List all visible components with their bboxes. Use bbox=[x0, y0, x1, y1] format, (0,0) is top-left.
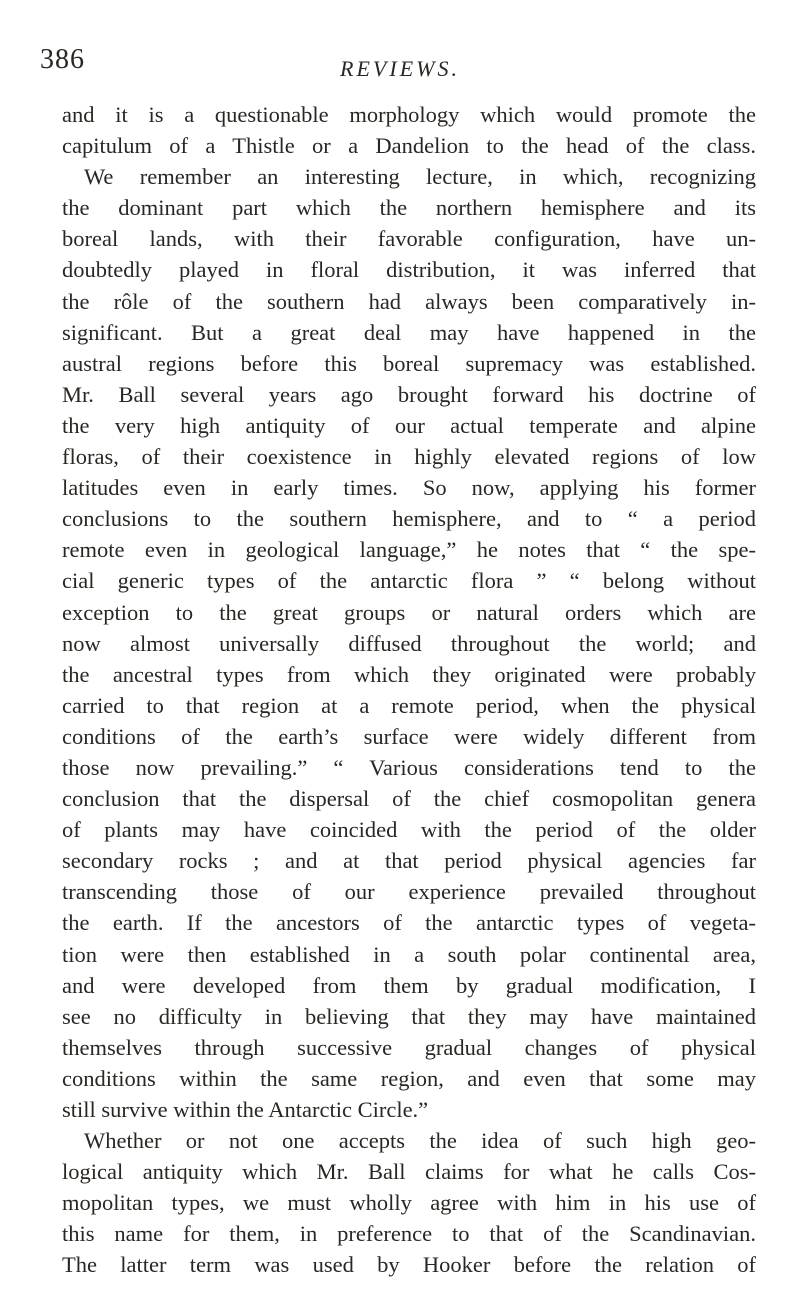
text-line: still survive within the Antarctic Circle.” bbox=[62, 1097, 429, 1122]
text-line: boreal lands, with their favorable configuration, have un- bbox=[62, 226, 756, 252]
text-line: and were developed from them by gradual modification, I bbox=[62, 972, 756, 998]
text-line: exception to the great groups or natural orders which are bbox=[62, 599, 756, 625]
text-line: the ancestral types from which they originated were probably bbox=[62, 661, 756, 687]
text-line: carried to that region at a remote period, when the physical bbox=[62, 692, 756, 718]
text-line: the dominant part which the northern hemisphere and its bbox=[62, 195, 756, 221]
text-line: remote even in geological language,” he notes that “ the spe- bbox=[62, 537, 756, 563]
text-line: conclusion that the dispersal of the chief cosmopolitan genera bbox=[62, 786, 756, 812]
text-line: this name for them, in preference to that of the Scandinavian. bbox=[62, 1221, 756, 1247]
text-line: Whether or not one accepts the idea of such high geo- bbox=[84, 1128, 756, 1154]
text-line: conclusions to the southern hemisphere, and to “ a period bbox=[62, 506, 756, 532]
text-line: the very high antiquity of our actual temperate and alpine bbox=[62, 412, 756, 438]
text-line: austral regions before this boreal supremacy was established. bbox=[62, 350, 756, 376]
text-line: secondary rocks ; and at that period physical agencies far bbox=[62, 848, 756, 874]
running-head: REVIEWS. bbox=[340, 56, 460, 81]
text-line: floras, of their coexistence in highly elevated regions of low bbox=[62, 444, 756, 470]
text-line: see no difficulty in believing that they may have maintained bbox=[62, 1003, 756, 1029]
text-line: of plants may have coincided with the period of the older bbox=[62, 817, 756, 843]
body-text bbox=[62, 99, 756, 1281]
text-line: capitulum of a Thistle or a Dandelion to the head of the class. bbox=[62, 133, 756, 159]
text-line: mopolitan types, we must wholly agree with him in his use of bbox=[62, 1190, 756, 1216]
text-line: now almost universally diffused throughout the world; and bbox=[62, 630, 756, 656]
text-line: the rôle of the southern had always been comparatively in- bbox=[62, 288, 756, 314]
text-line: doubtedly played in floral distribution, it was inferred that bbox=[62, 257, 756, 283]
text-line: latitudes even in early times. So now, applying his former bbox=[62, 475, 756, 501]
text-line: The latter term was used by Hooker before the relation of bbox=[62, 1252, 756, 1278]
page-number: 386 bbox=[40, 44, 85, 75]
text-line: transcending those of our experience prevailed throughout bbox=[62, 879, 756, 905]
text-line: logical antiquity which Mr. Ball claims for what he calls Cos- bbox=[62, 1159, 756, 1185]
text-line: and it is a questionable morphology which would promote the bbox=[62, 102, 756, 127]
text-line: conditions within the same region, and even that some may bbox=[62, 1065, 756, 1091]
text-line: We remember an interesting lecture, in which, recognizing bbox=[84, 164, 756, 190]
text-line: significant. But a great deal may have happened in the bbox=[62, 319, 756, 345]
text-line: conditions of the earth’s surface were widely different from bbox=[62, 723, 756, 749]
text-line: themselves through successive gradual changes of physical bbox=[62, 1034, 756, 1060]
text-line: the earth. If the ancestors of the antarctic types of vegeta- bbox=[62, 910, 756, 936]
text-line: tion were then established in a south polar continental area, bbox=[62, 941, 756, 967]
text-line: those now prevailing.” “ Various considerations tend to the bbox=[62, 754, 756, 780]
text-line: Mr. Ball several years ago brought forward his doctrine of bbox=[62, 381, 756, 407]
text-line: cial generic types of the antarctic flora ” “ belong without bbox=[62, 568, 756, 594]
